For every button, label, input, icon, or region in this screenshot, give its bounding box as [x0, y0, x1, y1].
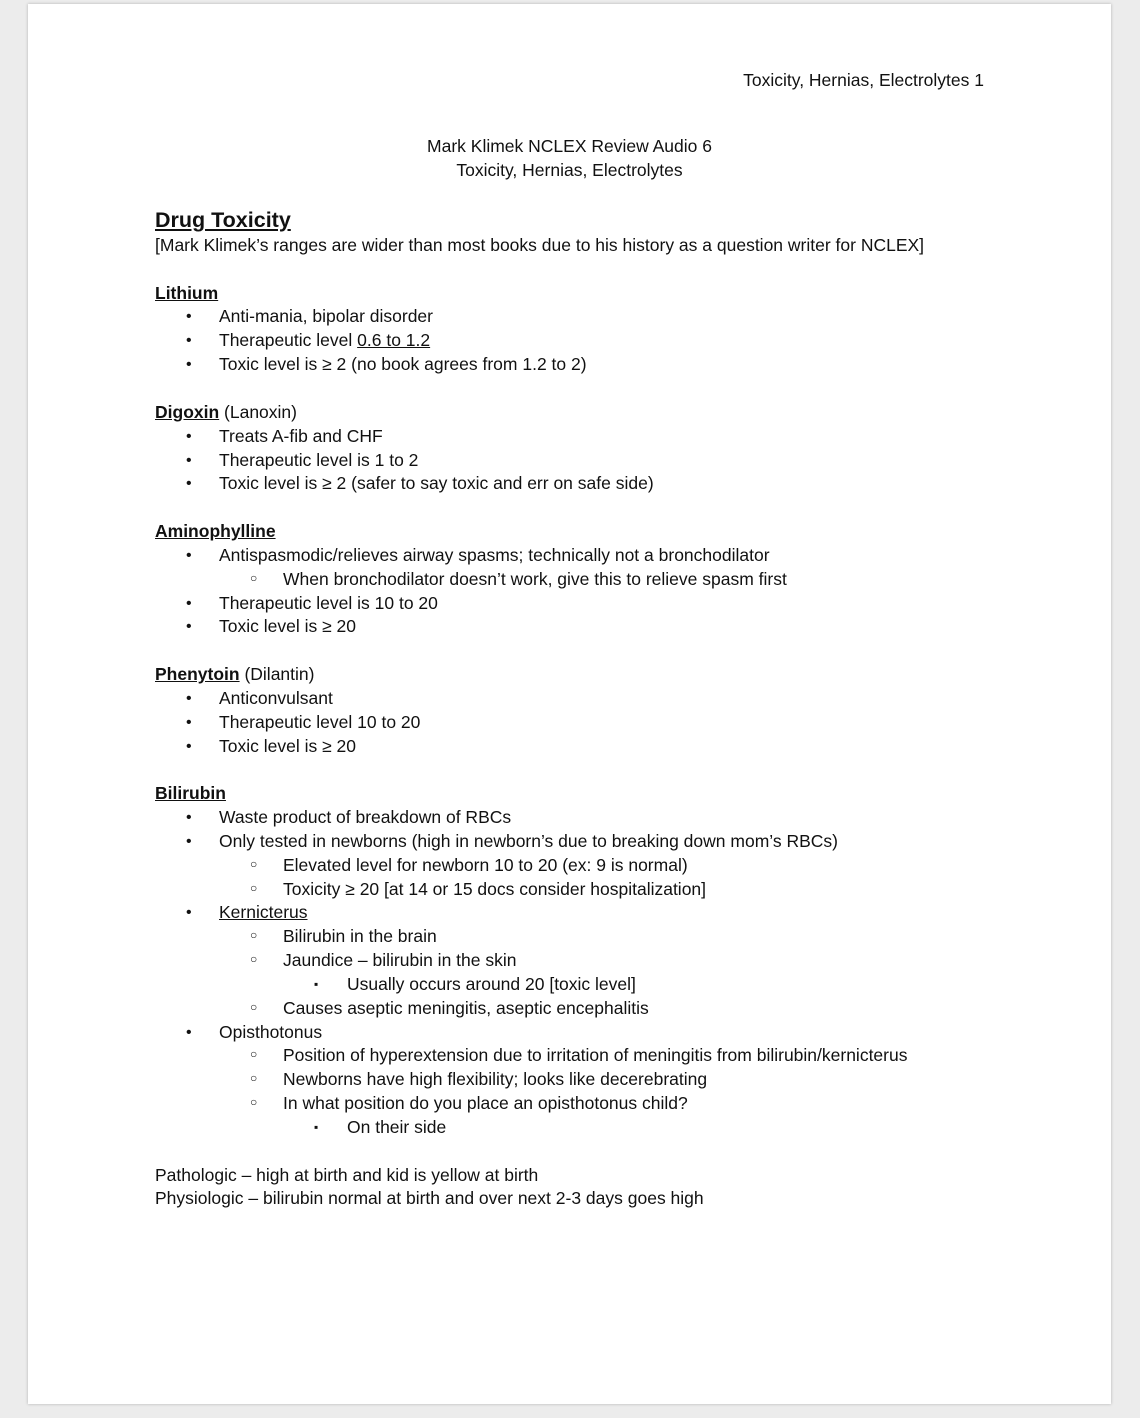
list-item: • Antispasmodic/relieves airway spasms; technically not a bronchodilator	[155, 544, 1015, 568]
list-item: • Toxic level is ≥ 20	[155, 735, 1015, 759]
list-item: • Therapeutic level is 10 to 20	[155, 592, 1015, 616]
document-body	[155, 206, 1015, 1211]
bilirubin-heading: Bilirubin	[155, 783, 226, 804]
list-item: ▪ Usually occurs around 20 [toxic level]	[155, 973, 1015, 997]
list-item: • Opisthotonus	[155, 1021, 1015, 1045]
list-item: ▪ On their side	[155, 1116, 1015, 1140]
phenytoin-section	[155, 663, 1015, 758]
list-item: ○ Causes aseptic meningitis, aseptic encephalitis	[155, 997, 1015, 1021]
list-item: ○ Position of hyperextension due to irritation of meningitis from bilirubin/kernicterus	[155, 1044, 1015, 1068]
list-item: • Waste product of breakdown of RBCs	[155, 806, 1015, 830]
pathologic-note: Pathologic – high at birth and kid is yellow at birth	[155, 1164, 539, 1185]
aminophylline-heading: Aminophylline	[155, 520, 276, 541]
title-line-2: Toxicity, Hernias, Electrolytes	[456, 160, 683, 180]
list-item: ○ Elevated level for newborn 10 to 20 (ex: 9 is normal)	[155, 854, 1015, 878]
list-item: • Only tested in newborns (high in newborn’s due to breaking down mom’s RBCs)	[155, 830, 1015, 854]
list-item: ○ When bronchodilator doesn’t work, give this to relieve spasm first	[155, 568, 1015, 592]
list-item: • Therapeutic level is 1 to 2	[155, 449, 1015, 473]
list-item: • Toxic level is ≥ 2 (no book agrees from 1.2 to 2)	[155, 353, 1015, 377]
lithium-section	[155, 282, 1015, 377]
digoxin-alt-name: (Lanoxin)	[219, 401, 297, 422]
list-item: • Toxic level is ≥ 2 (safer to say toxic and err on safe side)	[155, 472, 1015, 496]
aminophylline-section	[155, 520, 1015, 639]
physiologic-note: Physiologic – bilirubin normal at birth and over next 2-3 days goes high	[155, 1188, 704, 1209]
list-item: • Anti-mania, bipolar disorder	[155, 305, 1015, 329]
document-title	[28, 134, 1111, 182]
bilirubin-section	[155, 782, 1015, 1140]
list-item	[155, 329, 1015, 353]
list-item: ○ Jaundice – bilirubin in the skin	[155, 949, 1015, 973]
footer-notes	[155, 1164, 1015, 1212]
list-item: • Toxic level is ≥ 20	[155, 615, 1015, 639]
phenytoin-alt-name: (Dilantin)	[239, 664, 315, 684]
list-item: ○ Newborns have high flexibility; looks like decerebrating	[155, 1068, 1015, 1092]
section-heading: Drug Toxicity	[155, 208, 291, 232]
phenytoin-heading: Phenytoin	[155, 664, 240, 684]
list-item-text: Therapeutic level	[219, 330, 358, 351]
list-item: • Treats A-fib and CHF	[155, 425, 1015, 449]
list-item: • Therapeutic level 10 to 20	[155, 711, 1015, 735]
lithium-heading: Lithium	[155, 282, 219, 303]
section-note: [Mark Klimek’s ranges are wider than most books due to his history as a question writer for NCLEX]	[155, 235, 925, 255]
list-item: ○ Bilirubin in the brain	[155, 925, 1015, 949]
list-item: ○ In what position do you place an opisthotonus child?	[155, 1092, 1015, 1116]
digoxin-section	[155, 401, 1015, 496]
list-item	[155, 901, 1015, 925]
list-item: ○ Toxicity ≥ 20 [at 14 or 15 docs consider hospitalization]	[155, 878, 1015, 902]
digoxin-heading: Digoxin	[155, 401, 220, 422]
running-head: Toxicity, Hernias, Electrolytes 1	[743, 70, 984, 90]
title-line-1: Mark Klimek NCLEX Review Audio 6	[427, 136, 712, 156]
therapeutic-range: 0.6 to 1.2	[357, 330, 431, 351]
document-page	[28, 4, 1111, 1404]
kernicterus-label: Kernicterus	[219, 902, 308, 923]
list-item: • Anticonvulsant	[155, 687, 1015, 711]
